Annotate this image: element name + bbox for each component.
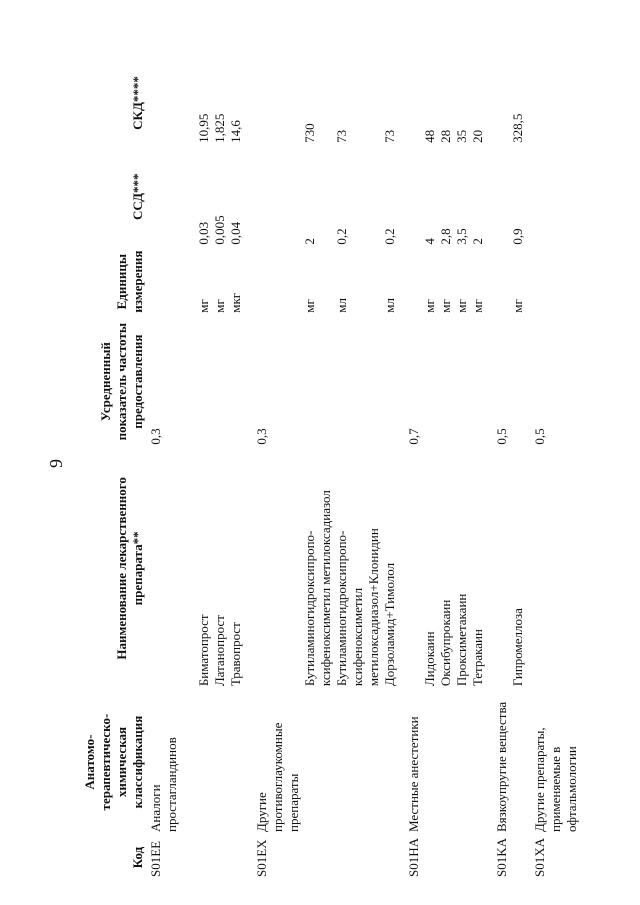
drug-cell: Бутиламиногидроксипропо-ксифеноксиметил метилоксадиазол+Клонидин — [334, 528, 381, 687]
table-row — [510, 60, 526, 880]
code-cell: S01EE — [148, 840, 163, 877]
drug-table — [82, 60, 580, 880]
code-cell: S01KA — [494, 837, 509, 877]
frequency-cell: 0,7 — [406, 428, 421, 445]
skd-cell: 48 — [422, 129, 437, 143]
table-row — [422, 60, 438, 880]
header-class: Анатомо-терапевтическо-химическая классификация — [82, 713, 145, 811]
unit-cell: мг — [422, 299, 437, 313]
frequency-cell: 0,3 — [148, 428, 163, 445]
ssd-cell: 0,03 — [196, 221, 211, 245]
ssd-cell: 0,04 — [228, 221, 243, 245]
class-cell: Другие препараты, применяемые в офтальмологии — [532, 727, 579, 832]
table-row — [212, 60, 228, 880]
table-row — [196, 60, 212, 880]
skd-cell: 730 — [302, 123, 317, 143]
table-row — [470, 60, 486, 880]
header-frequency: Усредненный показатель частоты предоставления — [98, 322, 145, 441]
drug-cell: Лидокаин — [422, 631, 437, 687]
ssd-cell: 0,9 — [510, 228, 525, 245]
table-row — [532, 60, 580, 880]
drug-cell: Тетракаин — [470, 629, 485, 687]
ssd-cell: 2,8 — [438, 228, 453, 245]
unit-cell: мг — [438, 299, 453, 313]
header-unit: Единицы измерения — [114, 250, 145, 313]
table-row — [382, 60, 398, 880]
frequency-cell: 0,5 — [532, 428, 547, 445]
table-row — [302, 60, 334, 880]
header-ssd: ССД*** — [130, 173, 145, 221]
table-row — [438, 60, 454, 880]
class-cell: Местные анестетики — [406, 716, 421, 832]
unit-cell: мг — [212, 299, 227, 313]
ssd-cell: 4 — [422, 238, 437, 245]
rotated-page — [82, 60, 582, 880]
drug-cell: Дорзоламид+Тимолол — [382, 562, 397, 687]
table-row — [228, 60, 244, 880]
class-cell: Другие противоглаукомные препараты — [254, 722, 301, 832]
unit-cell: мг — [196, 299, 211, 313]
header-skd: СКД**** — [130, 76, 145, 130]
ssd-cell: 2 — [470, 238, 485, 245]
table-header-row — [82, 60, 148, 880]
ssd-cell: 0,2 — [382, 228, 397, 245]
skd-cell: 28 — [438, 129, 453, 143]
unit-cell: мг — [454, 299, 469, 313]
code-cell: S01EX — [254, 839, 269, 877]
drug-cell: Латанопрост — [212, 615, 227, 687]
ssd-cell: 0,2 — [334, 228, 349, 245]
code-cell: S01XA — [532, 837, 547, 877]
table-row — [406, 60, 422, 880]
unit-cell: мг — [470, 299, 485, 313]
table-row — [454, 60, 470, 880]
unit-cell: мкг — [228, 292, 243, 313]
frequency-cell: 0,5 — [494, 428, 509, 445]
unit-cell: мл — [334, 298, 349, 313]
table-row — [494, 60, 510, 880]
class-cell: Вязкоупругие вещества — [494, 701, 509, 832]
ssd-cell: 3,5 — [454, 228, 469, 245]
page-number: 9 — [46, 459, 66, 468]
drug-cell: Проксиметакаин — [454, 593, 469, 687]
frequency-cell: 0,3 — [254, 428, 269, 445]
header-drug: Наименование лекарственного препарата** — [114, 477, 145, 660]
unit-cell: мг — [510, 299, 525, 313]
table-row — [334, 60, 382, 880]
ssd-cell: 0,005 — [212, 215, 227, 245]
drug-cell: Травопрост — [228, 622, 243, 687]
ssd-cell: 2 — [302, 238, 317, 245]
skd-cell: 10,95 — [196, 113, 211, 143]
skd-cell: 328,5 — [510, 113, 525, 143]
skd-cell: 1,825 — [212, 113, 227, 143]
unit-cell: мг — [302, 299, 317, 313]
drug-cell: Оксибупрокаин — [438, 599, 453, 687]
drug-cell: Биматопрост — [196, 614, 211, 687]
skd-cell: 73 — [382, 129, 397, 143]
skd-cell: 20 — [470, 129, 485, 143]
code-cell: S01HA — [406, 837, 421, 877]
unit-cell: мл — [382, 298, 397, 313]
table-row — [148, 60, 180, 880]
drug-cell: Гипромеллоза — [510, 608, 525, 687]
class-cell: Аналоги простагландинов — [148, 737, 179, 832]
skd-cell: 35 — [454, 129, 469, 143]
skd-cell: 14,6 — [228, 120, 243, 143]
drug-cell: Бутиламиногидроксипропо-ксифеноксиметил метилоксадиазол — [302, 490, 333, 687]
table-row — [254, 60, 302, 880]
header-code: Код — [130, 846, 145, 869]
skd-cell: 73 — [334, 129, 349, 143]
